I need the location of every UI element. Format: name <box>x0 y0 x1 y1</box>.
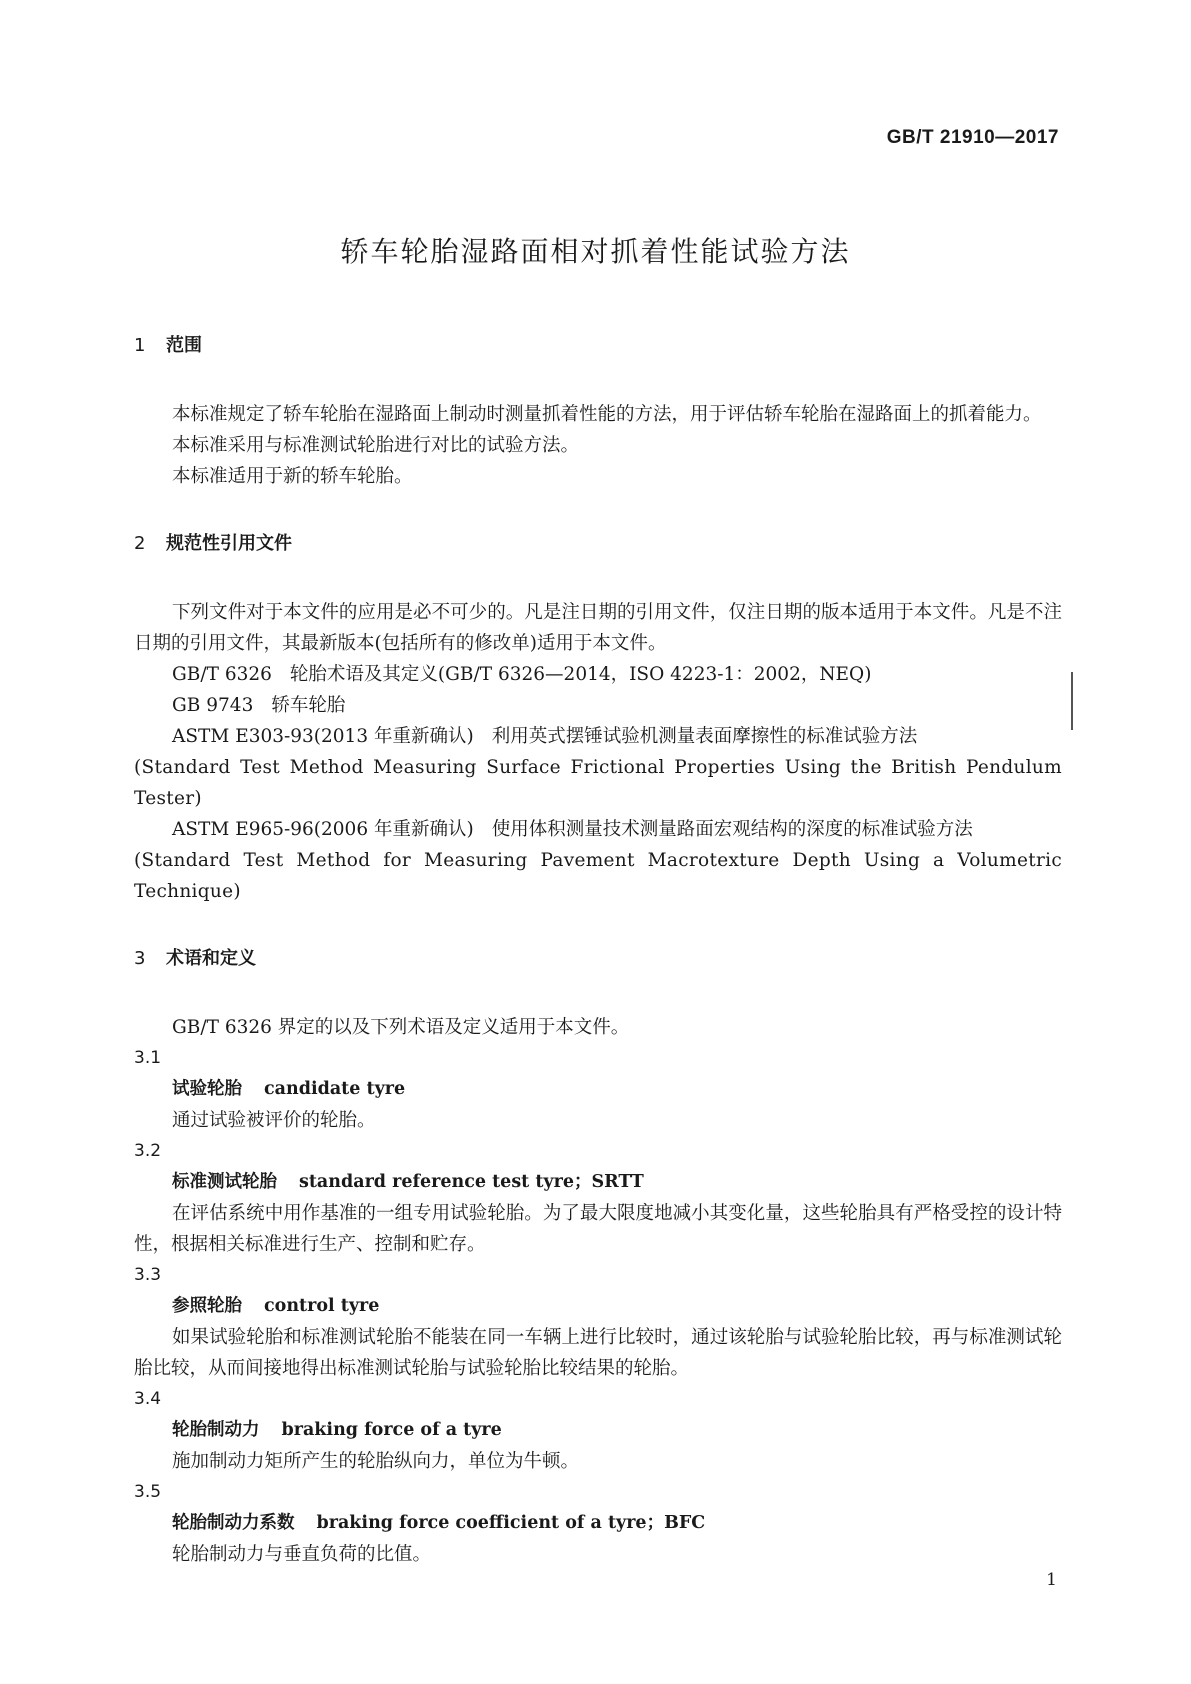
term-number: 3.3 <box>134 1265 162 1285</box>
term-entry <box>134 1384 1062 1477</box>
reference-code: GB/T 6326 <box>172 664 272 685</box>
term-zh: 试验轮胎 <box>172 1079 242 1099</box>
section-title: 规范性引用文件 <box>166 533 292 554</box>
section-scope <box>134 330 1062 492</box>
term-en: braking force coefficient of a tyre；BFC <box>316 1513 706 1533</box>
section-number: 2 <box>134 533 146 554</box>
term-definition: 如果试验轮胎和标准测试轮胎不能装在同一车辆上进行比较时，通过该轮胎与试验轮胎比较，再与标准测试轮胎比较，从而间接地得出标准测试轮胎与试验轮胎比较结果的轮胎。 <box>134 1327 1062 1379</box>
reference-title: 轿车轮胎 <box>271 695 346 716</box>
term-en: control tyre <box>264 1296 380 1316</box>
standard-number: GB/T 21910—2017 <box>886 127 1059 148</box>
term-zh: 参照轮胎 <box>172 1296 242 1316</box>
term-number: 3.2 <box>134 1141 162 1161</box>
term-zh: 轮胎制动力系数 <box>172 1513 295 1533</box>
term-entry <box>134 1477 1062 1570</box>
term-en: standard reference test tyre；SRTT <box>299 1172 644 1192</box>
reference-code: ASTM E965-96(2006 年重新确认) <box>172 819 474 840</box>
term-number: 3.1 <box>134 1048 162 1068</box>
term-definition: 轮胎制动力与垂直负荷的比值。 <box>172 1544 432 1565</box>
term-number: 3.5 <box>134 1482 162 1502</box>
term-entry <box>134 1136 1062 1260</box>
paragraph: GB/T 6326 界定的以及下列术语及定义适用于本文件。 <box>172 1017 630 1038</box>
reference-item <box>134 721 1062 752</box>
section-number: 3 <box>134 948 146 969</box>
reference-item <box>134 690 1062 721</box>
term-heading <box>134 1291 1062 1322</box>
reference-code: GB 9743 <box>172 695 254 716</box>
section-title: 术语和定义 <box>166 948 256 969</box>
term-number: 3.4 <box>134 1389 162 1409</box>
reference-code: ASTM E303-93(2013 年重新确认) <box>172 726 474 747</box>
reference-english-title: (Standard Test Method Measuring Surface Frictional Properties Using the British Pendulum Tester) <box>134 757 1062 809</box>
section-heading <box>134 528 1062 559</box>
section-number: 1 <box>134 335 146 356</box>
section-heading <box>134 330 1062 361</box>
term-zh: 标准测试轮胎 <box>172 1172 277 1192</box>
term-entry <box>134 1043 1062 1136</box>
term-entry <box>134 1260 1062 1384</box>
paragraph: 本标准规定了轿车轮胎在湿路面上制动时测量抓着性能的方法，用于评估轿车轮胎在湿路面上的抓着能力。 <box>172 404 1042 425</box>
reference-english-title: (Standard Test Method for Measuring Pavement Macrotexture Depth Using a Volumetric Technique) <box>134 850 1062 902</box>
paragraph: 本标准适用于新的轿车轮胎。 <box>172 466 413 487</box>
term-heading <box>134 1074 1062 1105</box>
section-title: 范围 <box>166 335 202 356</box>
paragraph: 下列文件对于本文件的应用是必不可少的。凡是注日期的引用文件，仅注日期的版本适用于本文件。凡是不注日期的引用文件，其最新版本(包括所有的修改单)适用于本文件。 <box>134 602 1062 654</box>
document-body <box>134 330 1062 1570</box>
term-en: braking force of a tyre <box>281 1420 502 1440</box>
section-terms-definitions <box>134 943 1062 1570</box>
term-heading <box>134 1167 1062 1198</box>
reference-item <box>134 814 1062 845</box>
paragraph: 本标准采用与标准测试轮胎进行对比的试验方法。 <box>172 435 580 456</box>
section-normative-references <box>134 528 1062 907</box>
term-zh: 轮胎制动力 <box>172 1420 260 1440</box>
term-heading <box>134 1508 1062 1539</box>
reference-title: 轮胎术语及其定义(GB/T 6326—2014，ISO 4223-1：2002，NEQ) <box>289 664 872 685</box>
section-heading <box>134 943 1062 974</box>
reference-item <box>134 659 1062 690</box>
term-definition: 通过试验被评价的轮胎。 <box>172 1110 376 1131</box>
term-heading <box>134 1415 1062 1446</box>
document-title: 轿车轮胎湿路面相对抓着性能试验方法 <box>340 235 851 268</box>
page-number: 1 <box>1046 1570 1057 1590</box>
term-definition: 施加制动力矩所产生的轮胎纵向力，单位为牛顿。 <box>172 1451 580 1472</box>
term-definition: 在评估系统中用作基准的一组专用试验轮胎。为了最大限度地减小其变化量，这些轮胎具有严格受控的设计特性，根据相关标准进行生产、控制和贮存。 <box>134 1203 1062 1255</box>
margin-change-bar <box>1071 672 1073 730</box>
reference-title: 使用体积测量技术测量路面宏观结构的深度的标准试验方法 <box>491 819 973 840</box>
reference-title: 利用英式摆锤试验机测量表面摩擦性的标准试验方法 <box>491 726 918 747</box>
term-en: candidate tyre <box>264 1079 406 1099</box>
